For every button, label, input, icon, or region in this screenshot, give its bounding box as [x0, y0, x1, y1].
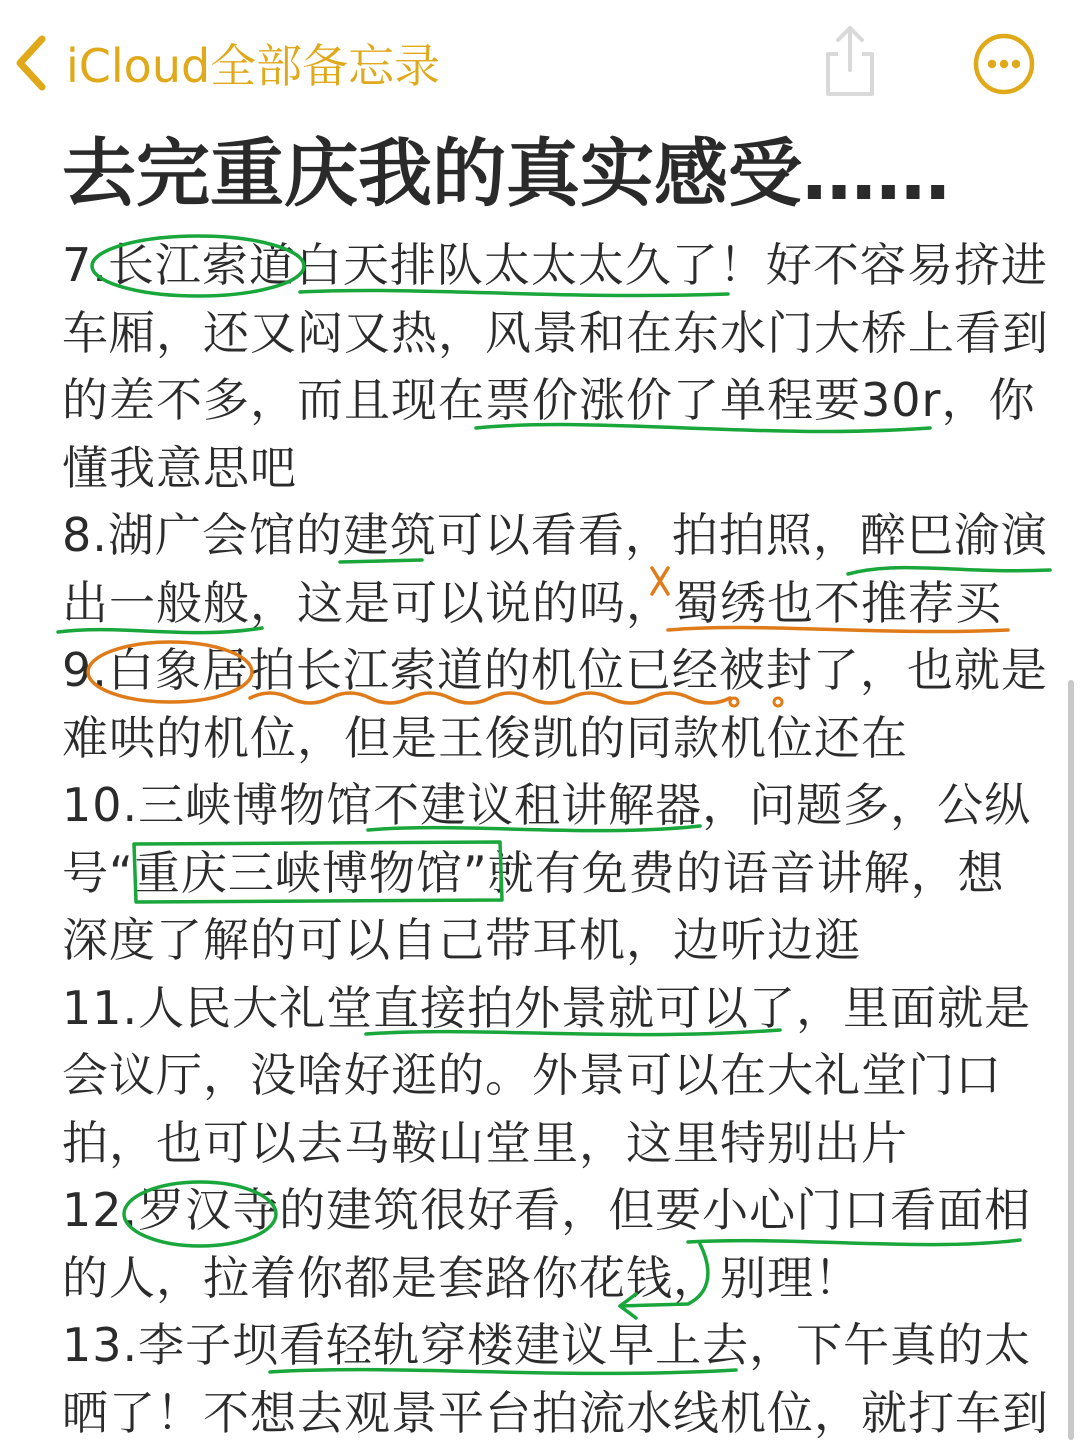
note-line: 8.湖广会馆的建筑可以看看，拍拍照，醉巴渝演	[62, 508, 1048, 562]
note-line: 拍，也可以去马鞍山堂里，这里特别出片	[62, 1115, 908, 1170]
note-line: 12.罗汉寺的建筑很好看，但要小心门口看面相	[62, 1183, 1032, 1237]
note-line: 难哄的机位，但是王俊凯的同款机位还在	[62, 710, 908, 765]
share-icon	[818, 83, 882, 102]
note-line: 号“重庆三峡博物馆”就有免费的语音讲解，想	[62, 845, 1005, 900]
note-line: 深度了解的可以自己带耳机，边听边逛	[62, 913, 861, 967]
note-line: 13.李子坝看轻轨穿楼建议早上去，下午真的太	[62, 1318, 1032, 1372]
navigation-bar	[0, 0, 1080, 120]
scrollbar[interactable]	[1068, 680, 1074, 1440]
note-line: 会议厅，没啥好逛的。外景可以在大礼堂门口	[62, 1048, 1002, 1102]
back-button-label: iCloud全部备忘录	[66, 39, 441, 93]
note-line: 9.白象居拍长江索道的机位已经被封了，也就是	[62, 643, 1048, 697]
note-title[interactable]: 去完重庆我的真实感受……	[62, 131, 950, 217]
note-body[interactable]	[62, 232, 1052, 1440]
note-line: 懂我意思吧	[62, 440, 297, 495]
more-options-button[interactable]	[972, 32, 1036, 96]
note-line: 7.长江索道白天排队太太太久了！好不容易挤进	[62, 238, 1048, 292]
note-line: 出一般般，这是可以说的吗，蜀绣也不推荐买	[62, 575, 1002, 630]
more-icon	[972, 81, 1036, 100]
note-line: 车厢，还又闷又热，风景和在东水门大桥上看到	[62, 305, 1049, 360]
note-line: 10.三峡博物馆不建议租讲解器，问题多，公纵	[62, 778, 1032, 832]
note-line: 的差不多，而且现在票价涨价了单程要30r，你	[62, 373, 1036, 427]
back-button[interactable]	[14, 28, 440, 98]
note-line: 11.人民大礼堂直接拍外景就可以了，里面就是	[62, 980, 1032, 1035]
share-button[interactable]	[818, 24, 882, 98]
note-line: 的人，拉着你都是套路你花钱，别理！	[62, 1250, 861, 1305]
chevron-left-icon	[14, 33, 48, 93]
note-line: 晒了！不想去观景平台拍流水线机位，就打车到	[62, 1385, 1049, 1440]
